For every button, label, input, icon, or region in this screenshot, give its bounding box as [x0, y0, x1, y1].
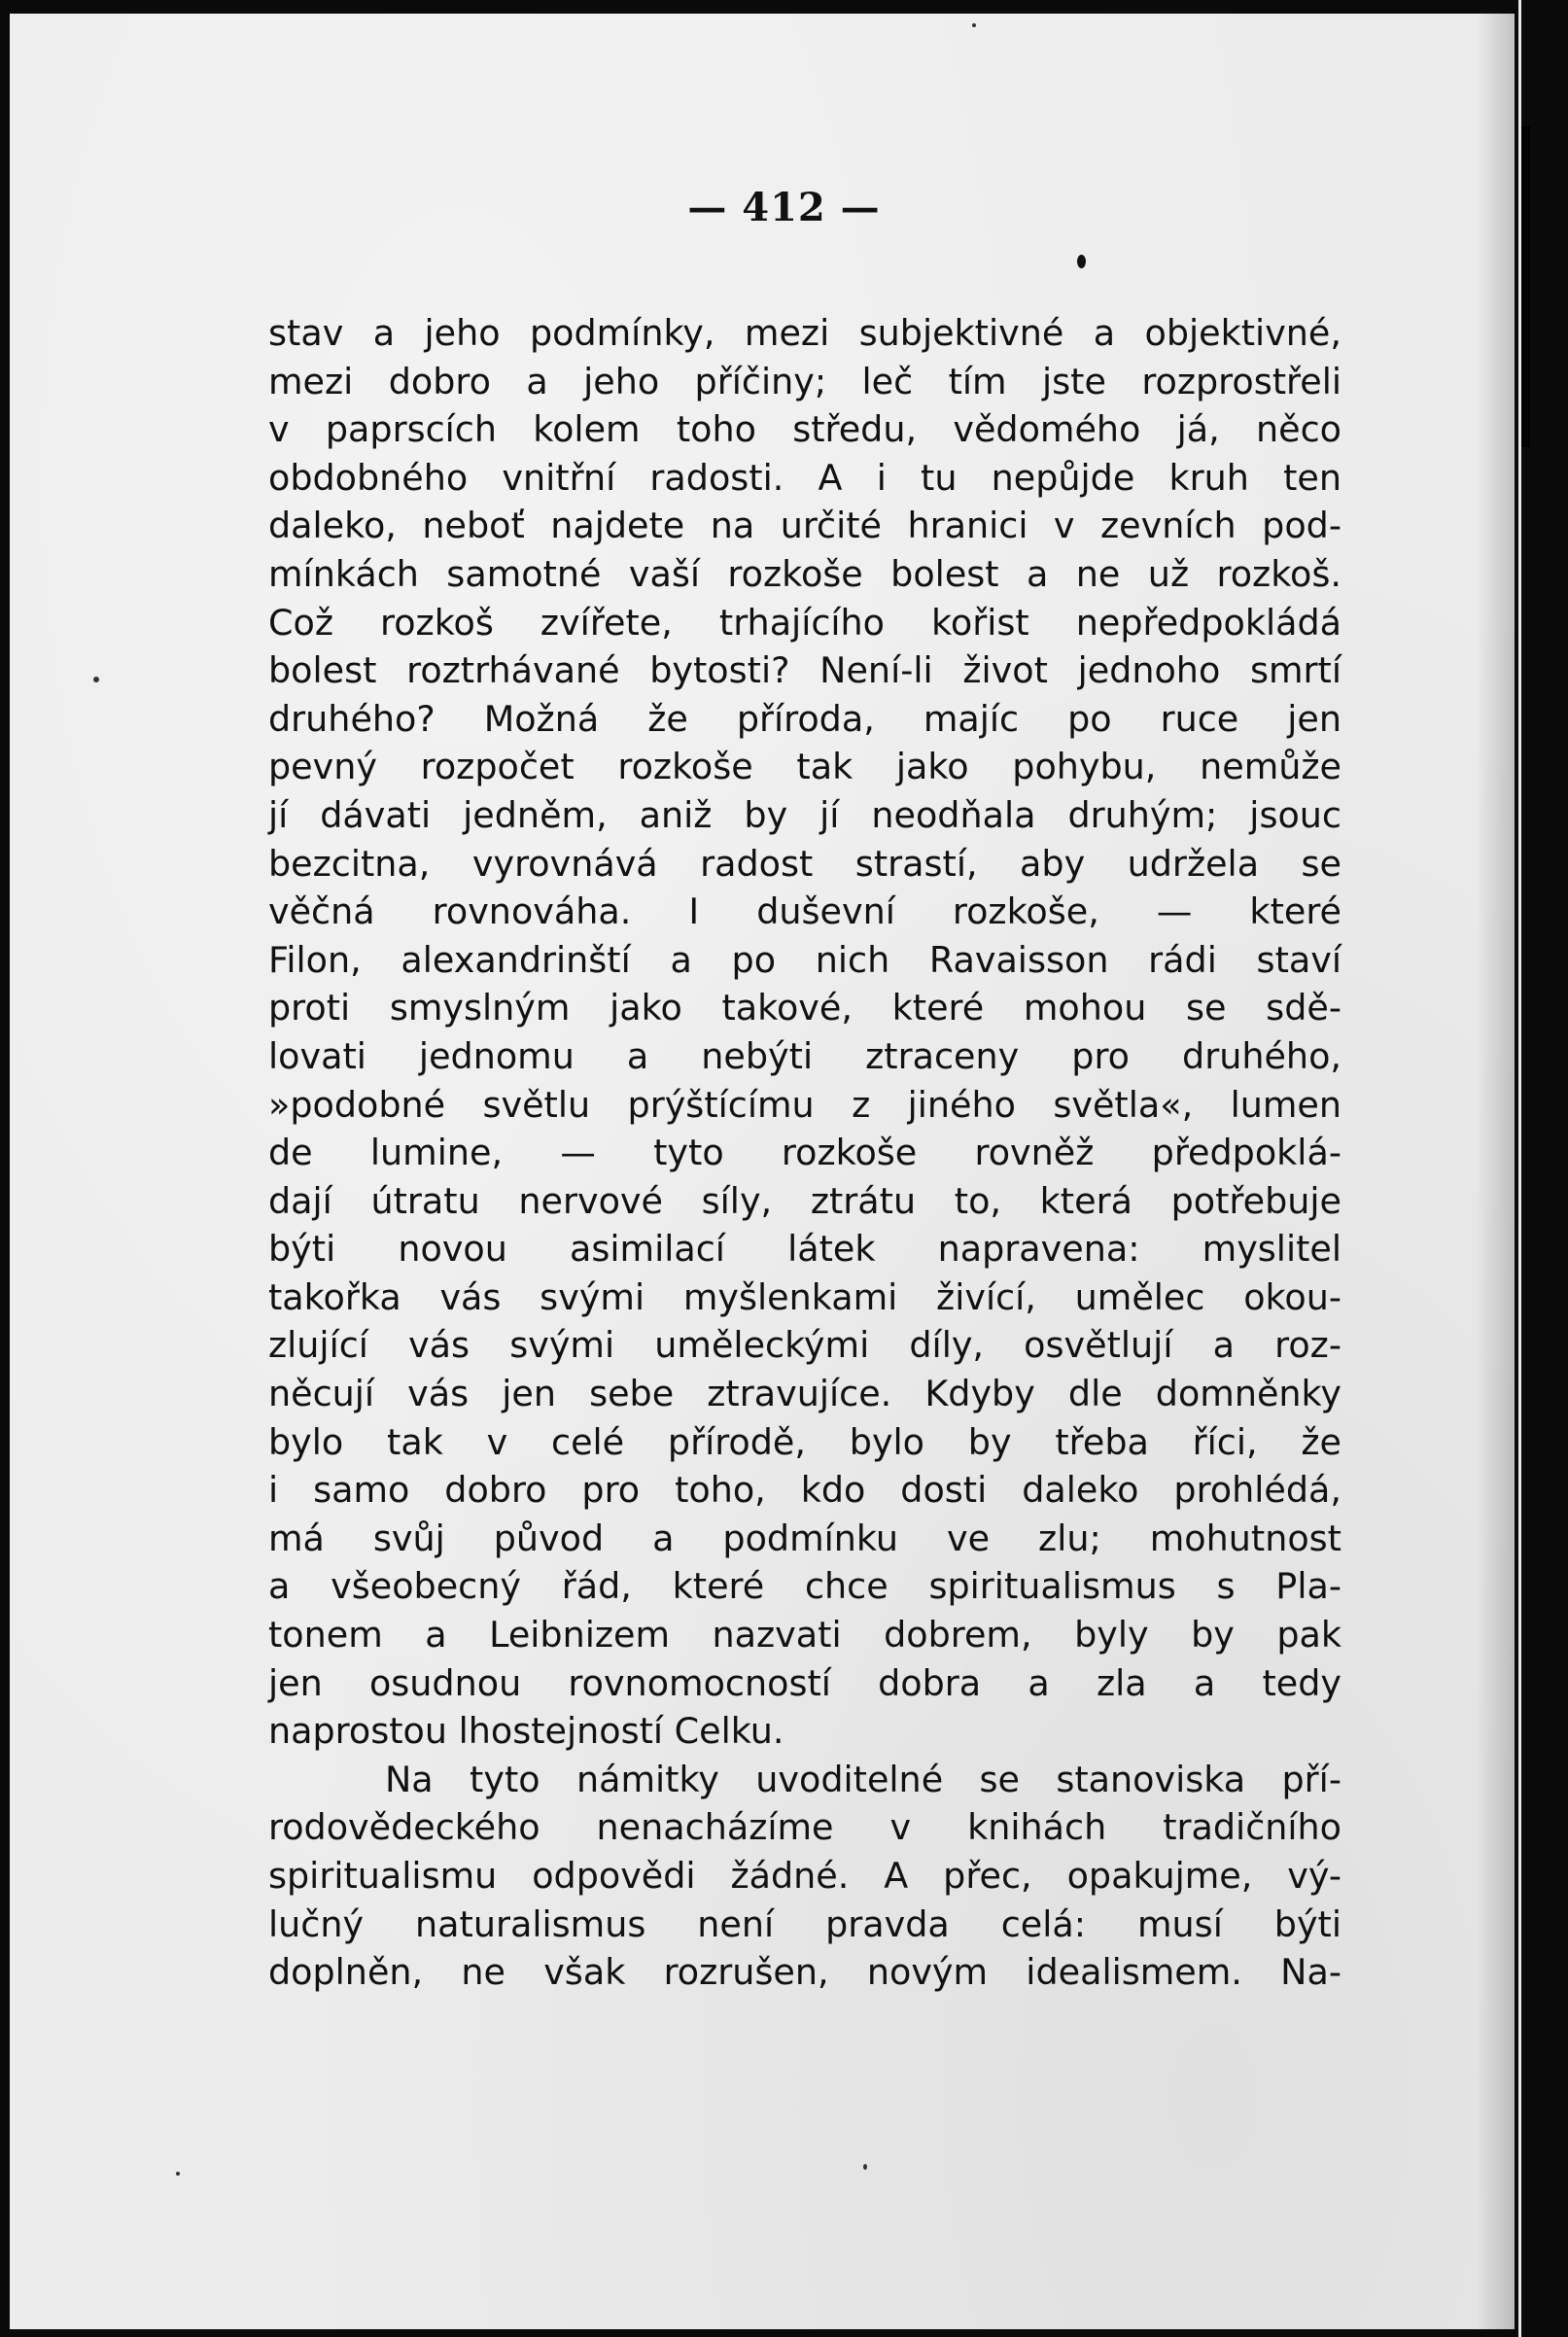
text-line: Na tyto námitky uvoditelné se stanoviska pří- [385, 1758, 1342, 1800]
text-line: spiritualismu odpovědi žádné. A přec, opakujme, vý- [268, 1855, 1342, 1897]
text-line: i samo dobro pro toho, kdo dosti daleko prohlédá, [268, 1469, 1342, 1512]
text-line: jí dávati jedněm, aniž by jí neodňala druhým; jsouc [268, 793, 1342, 836]
page-edge-shadow [1476, 14, 1515, 2329]
text-line: takořka vás svými myšlenkami živící, umělec okou- [268, 1275, 1342, 1318]
text-line: lučný naturalismus není pravda celá: musí býti [268, 1902, 1342, 1945]
text-line: rodovědeckého nenacházíme v knihách tradičního [268, 1806, 1342, 1849]
text-line: doplněn, ne však rozrušen, novým idealismem. Na- [268, 1951, 1342, 1994]
text-line: stav a jeho podmínky, mezi subjektivné a objektivné, [268, 312, 1342, 354]
dust-speck [93, 677, 99, 682]
text-line: naprostou lhostejností Celku. [268, 1710, 784, 1753]
text-line: a všeobecný řád, které chce spiritualismus s Pla- [268, 1565, 1342, 1608]
text-line: dají útratu nervové síly, ztrátu to, která potřebuje [268, 1179, 1342, 1222]
dust-speck [972, 23, 976, 27]
text-line: mezi dobro a jeho příčiny; leč tím jste rozprostřeli [268, 360, 1342, 402]
page-number: — 412 — [687, 185, 881, 230]
text-line: bylo tak v celé přírodě, bylo by třeba říci, že [268, 1420, 1342, 1463]
text-line: obdobného vnitřní radosti. A i tu nepůjde kruh ten [268, 456, 1342, 499]
scan-border-right [1516, 0, 1568, 2337]
text-line: bezcitna, vyrovnává radost strastí, aby udržela se [268, 842, 1342, 885]
text-line: bolest roztrhávané bytosti? Není-li život jednoho smrtí [268, 649, 1342, 692]
text-line: v paprscích kolem toho středu, vědomého já, něco [268, 408, 1342, 451]
text-line: de lumine, — tyto rozkoše rovněž předpoklá- [268, 1132, 1342, 1174]
text-line: proti smyslným jako takové, které mohou se sdě- [268, 987, 1342, 1029]
text-line: jen osudnou rovnomocností dobra a zla a tedy [268, 1661, 1342, 1704]
text-line: pevný rozpočet rozkoše tak jako pohybu, nemůže [268, 746, 1342, 788]
text-line: lovati jednomu a nebýti ztraceny pro druhého, [268, 1034, 1342, 1077]
scan-border-mark [1521, 126, 1530, 447]
dust-speck [176, 2172, 180, 2176]
text-line: daleko, neboť najdete na určité hranici v zevních pod- [268, 505, 1342, 547]
text-line: mínkách samotné vaší rozkoše bolest a ne už rozkoš. [268, 552, 1342, 595]
dust-speck [863, 2164, 867, 2170]
text-line: Což rozkoš zvířete, trhajícího kořist nepředpokládá [268, 601, 1342, 644]
text-line: věčná rovnováha. I duševní rozkoše, — které [268, 890, 1342, 933]
dust-speck [1077, 255, 1086, 268]
text-line: tonem a Leibnizem nazvati dobrem, byly by pak [268, 1614, 1342, 1657]
text-line: Filon, alexandrinští a po nich Ravaisson rádi staví [268, 938, 1342, 981]
text-line: má svůj původ a podmínku ve zlu; mohutnost [268, 1517, 1342, 1559]
text-line: něcují vás jen sebe ztravujíce. Kdyby dle domněnky [268, 1373, 1342, 1415]
text-line: »podobné světlu prýštícímu z jiného světla«, lumen [268, 1083, 1342, 1126]
text-line: druhého? Možná že příroda, majíc po ruce jen [268, 697, 1342, 740]
text-line: býti novou asimilací látek napravena: myslitel [268, 1228, 1342, 1271]
text-line: zlující vás svými uměleckými díly, osvětlují a roz- [268, 1324, 1342, 1367]
body-text [268, 309, 1342, 1997]
